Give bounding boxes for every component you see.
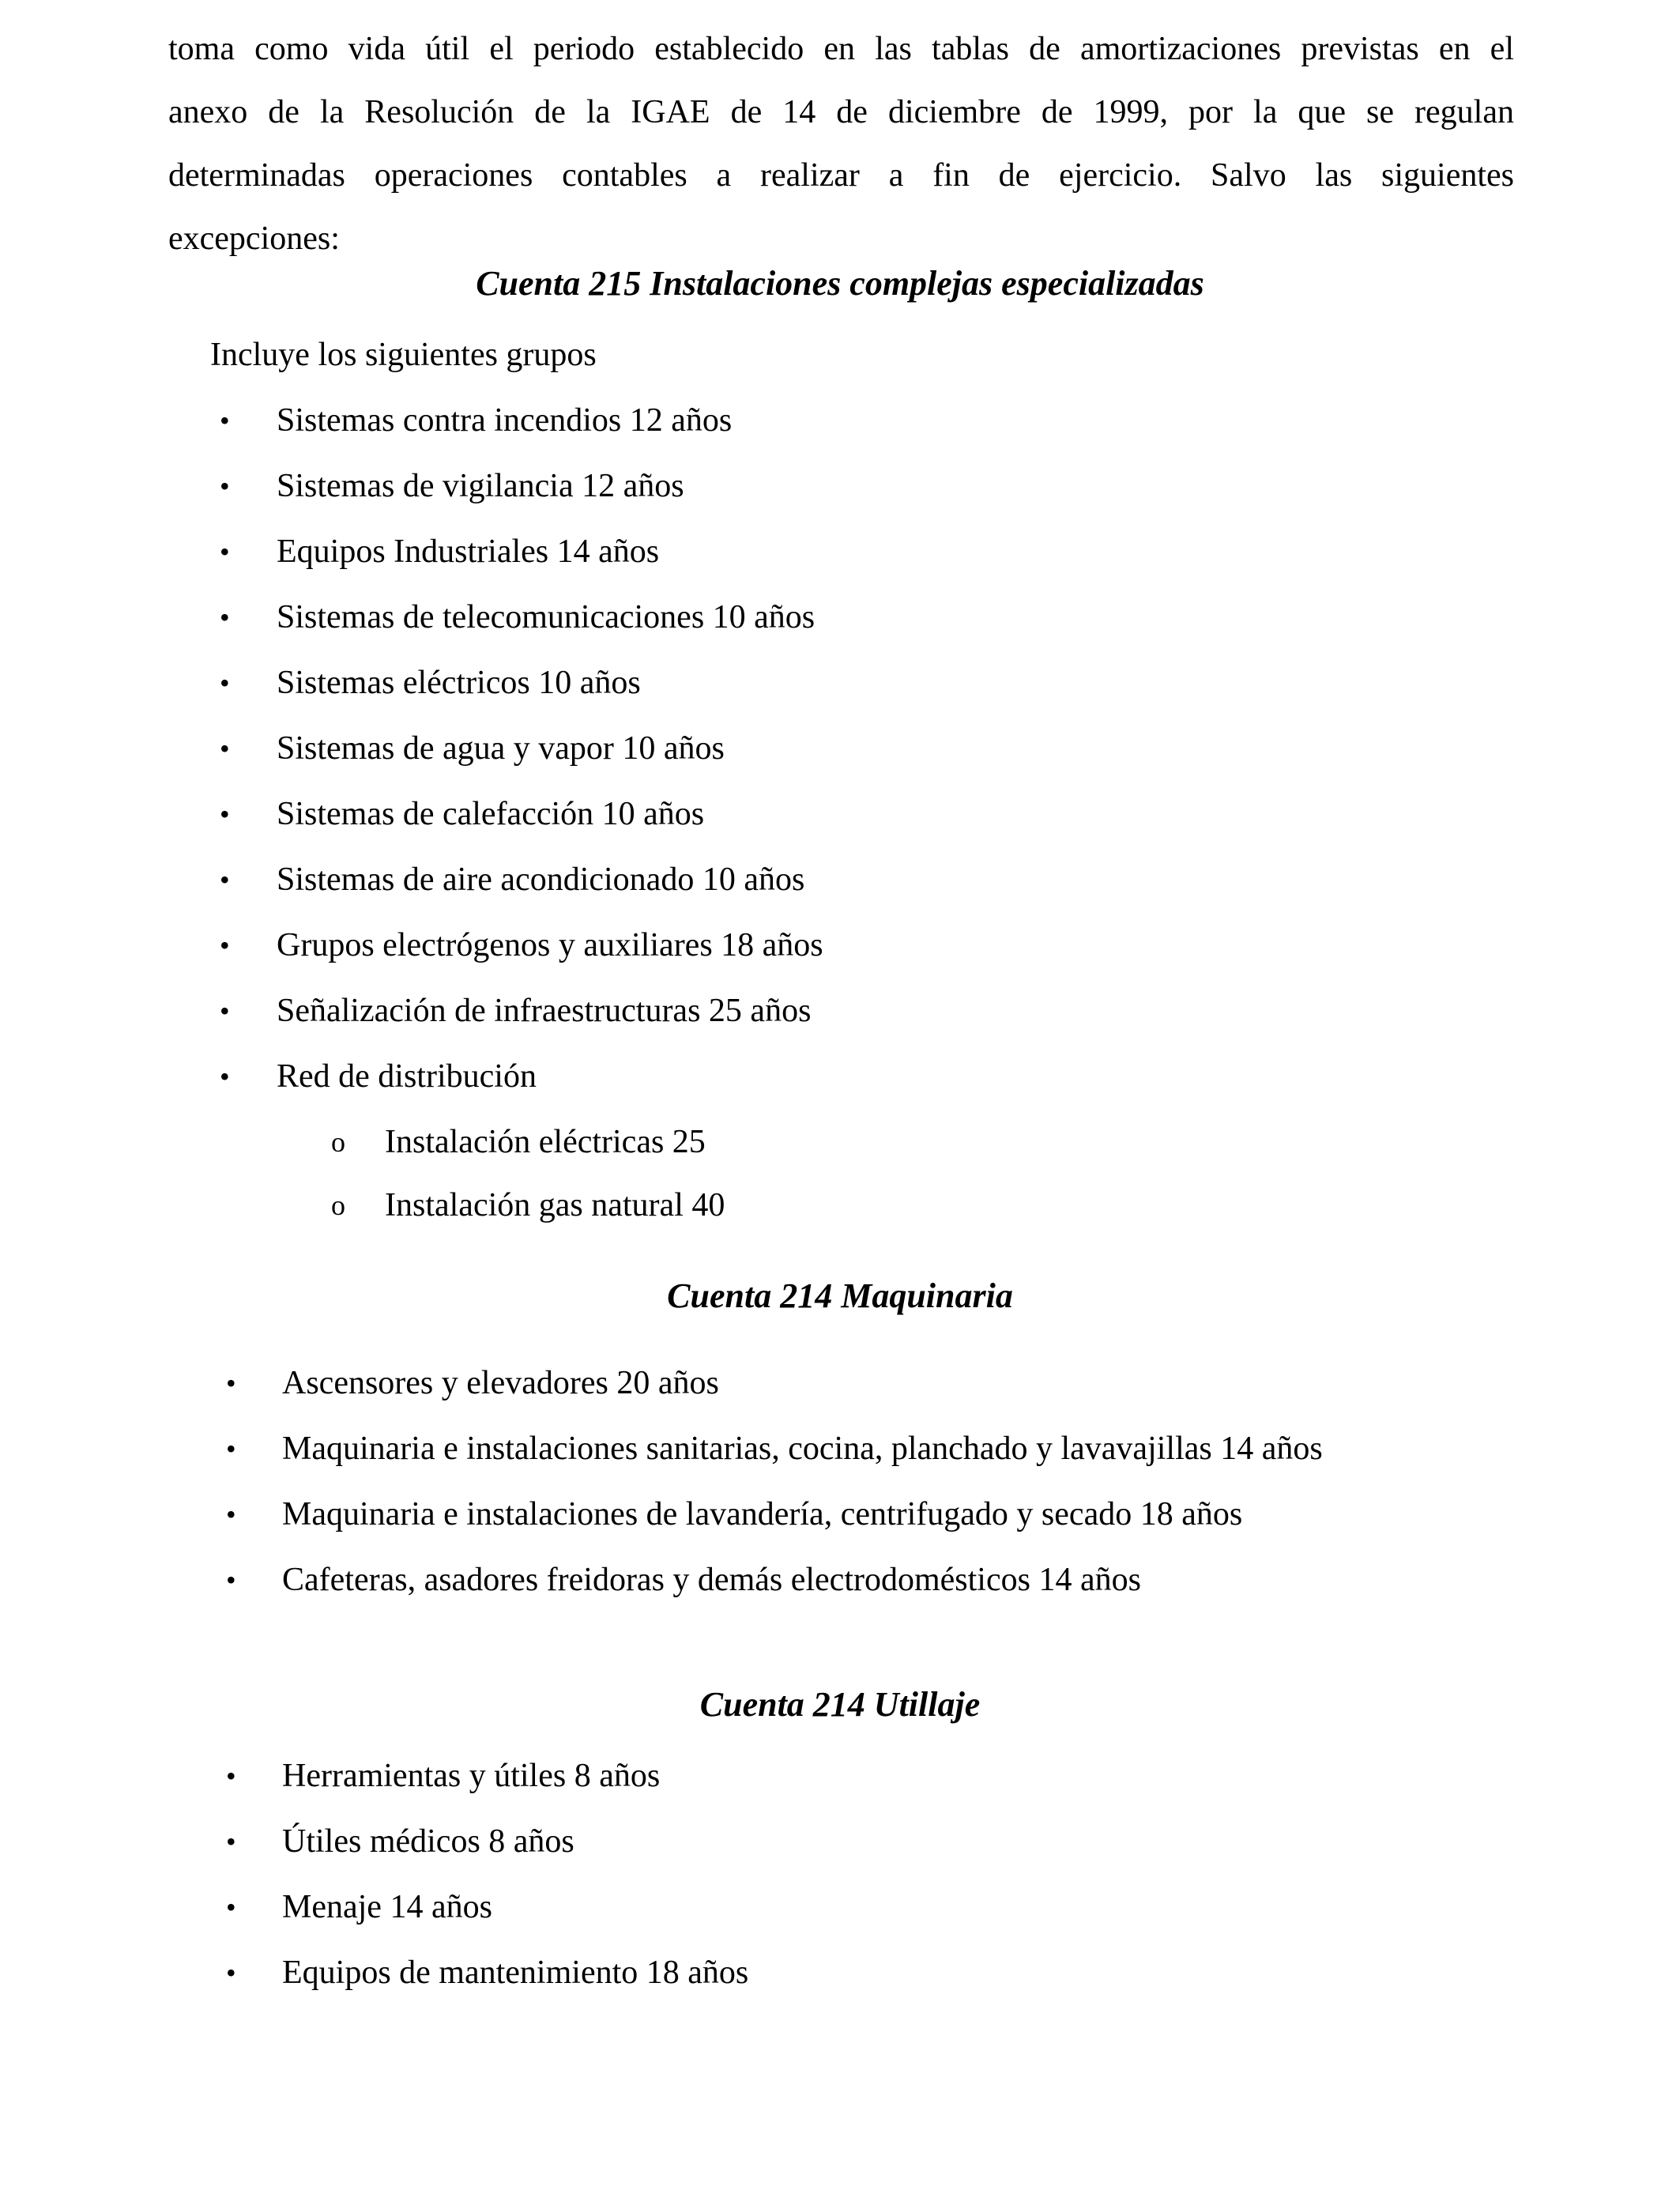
- list-item-text: Sistemas de agua y vapor 10 años: [277, 730, 725, 767]
- list-item-text: Sistemas de calefacción 10 años: [277, 796, 705, 832]
- list-item: [0, 1427, 1680, 1492]
- list-item: [0, 595, 1680, 661]
- sub-list-item-text: Instalación gas natural 40: [385, 1187, 725, 1223]
- list-item-text: Sistemas contra incendios 12 años: [277, 402, 733, 439]
- intro-line: determinadas operaciones contables a realizar a fin de ejercicio. Salvo las siguientes: [168, 157, 1514, 194]
- section-heading-215: Cuenta 215 Instalaciones complejas especializadas: [476, 264, 1204, 303]
- section-214-utillaje-list: [0, 1754, 1680, 2016]
- list-item: [0, 530, 1680, 595]
- bullet-icon: •: [226, 1891, 236, 1923]
- bullet-icon: •: [220, 667, 230, 699]
- section-214-maquinaria-list: [0, 1361, 1680, 1623]
- bullet-icon: •: [220, 864, 230, 895]
- bullet-icon: •: [226, 1498, 236, 1530]
- section-heading-214-utillaje: Cuenta 214 Utillaje: [699, 1685, 981, 1724]
- section-215-list: [0, 398, 1680, 1246]
- sub-list-item: [0, 1120, 1680, 1183]
- list-item-text: Equipos de mantenimiento 18 años: [282, 1955, 749, 1991]
- bullet-icon: •: [220, 995, 230, 1027]
- list-item: [0, 923, 1680, 989]
- list-item: [0, 1558, 1680, 1623]
- list-item: [0, 1054, 1680, 1120]
- section-heading-214-maquinaria: Cuenta 214 Maquinaria: [667, 1276, 1013, 1315]
- bullet-icon: •: [220, 536, 230, 567]
- list-item: [0, 398, 1680, 464]
- sub-list-item: [0, 1183, 1680, 1246]
- list-item-text: Sistemas de aire acondicionado 10 años: [277, 861, 805, 898]
- list-item-text: Equipos Industriales 14 años: [277, 533, 660, 570]
- list-item: [0, 1885, 1680, 1951]
- list-item: [0, 792, 1680, 858]
- bullet-icon: •: [220, 1061, 230, 1092]
- list-item-text: Sistemas de telecomunicaciones 10 años: [277, 599, 816, 635]
- list-item: [0, 1819, 1680, 1885]
- list-item-text: Menaje 14 años: [282, 1889, 492, 1925]
- intro-line: anexo de la Resolución de la IGAE de 14 de diciembre de 1999, por la que se regulan: [168, 94, 1514, 130]
- list-item: [0, 1951, 1680, 2016]
- bullet-icon: •: [220, 798, 230, 830]
- bullet-icon: •: [226, 1564, 236, 1596]
- list-item-text: Útiles médicos 8 años: [282, 1823, 574, 1860]
- bullet-icon: •: [220, 601, 230, 633]
- intro-paragraph: [168, 17, 1514, 270]
- list-item-text: Maquinaria e instalaciones sanitarias, cocina, planchado y lavavajillas 14 años: [282, 1431, 1323, 1467]
- bullet-icon: •: [226, 1760, 236, 1792]
- bullet-icon: •: [226, 1957, 236, 1989]
- list-item: [0, 1361, 1680, 1427]
- bullet-icon: •: [226, 1826, 236, 1857]
- list-item-text: Maquinaria e instalaciones de lavandería, centrifugado y secado 18 años: [282, 1496, 1243, 1532]
- list-item: [0, 464, 1680, 530]
- list-item: [0, 858, 1680, 923]
- section-lead: Incluye los siguientes grupos: [210, 337, 597, 373]
- list-item-text: Sistemas de vigilancia 12 años: [277, 468, 684, 504]
- list-item-text: Herramientas y útiles 8 años: [282, 1758, 661, 1794]
- sub-bullet-icon: o: [331, 1189, 345, 1221]
- list-item: [0, 1492, 1680, 1558]
- bullet-icon: •: [226, 1433, 236, 1465]
- bullet-icon: •: [220, 929, 230, 961]
- bullet-icon: •: [220, 470, 230, 502]
- list-item-text: Grupos electrógenos y auxiliares 18 años: [277, 927, 823, 963]
- bullet-icon: •: [220, 733, 230, 764]
- list-item: [0, 726, 1680, 792]
- list-item-text: Cafeteras, asadores freidoras y demás electrodomésticos 14 años: [282, 1562, 1141, 1598]
- sub-bullet-icon: o: [331, 1126, 345, 1158]
- sub-list-item-text: Instalación eléctricas 25: [385, 1124, 706, 1160]
- intro-line: toma como vida útil el periodo establecido en las tablas de amortizaciones previstas en el: [168, 31, 1514, 67]
- list-item-text: Señalización de infraestructuras 25 años: [277, 993, 812, 1029]
- list-item: [0, 1754, 1680, 1819]
- intro-line: excepciones:: [168, 221, 340, 257]
- list-item-text: Sistemas eléctricos 10 años: [277, 665, 641, 701]
- list-item-text: Ascensores y elevadores 20 años: [282, 1365, 719, 1401]
- list-item: [0, 661, 1680, 726]
- list-item-text: Red de distribución: [277, 1058, 537, 1095]
- bullet-icon: •: [220, 405, 230, 436]
- bullet-icon: •: [226, 1367, 236, 1399]
- list-item: [0, 989, 1680, 1054]
